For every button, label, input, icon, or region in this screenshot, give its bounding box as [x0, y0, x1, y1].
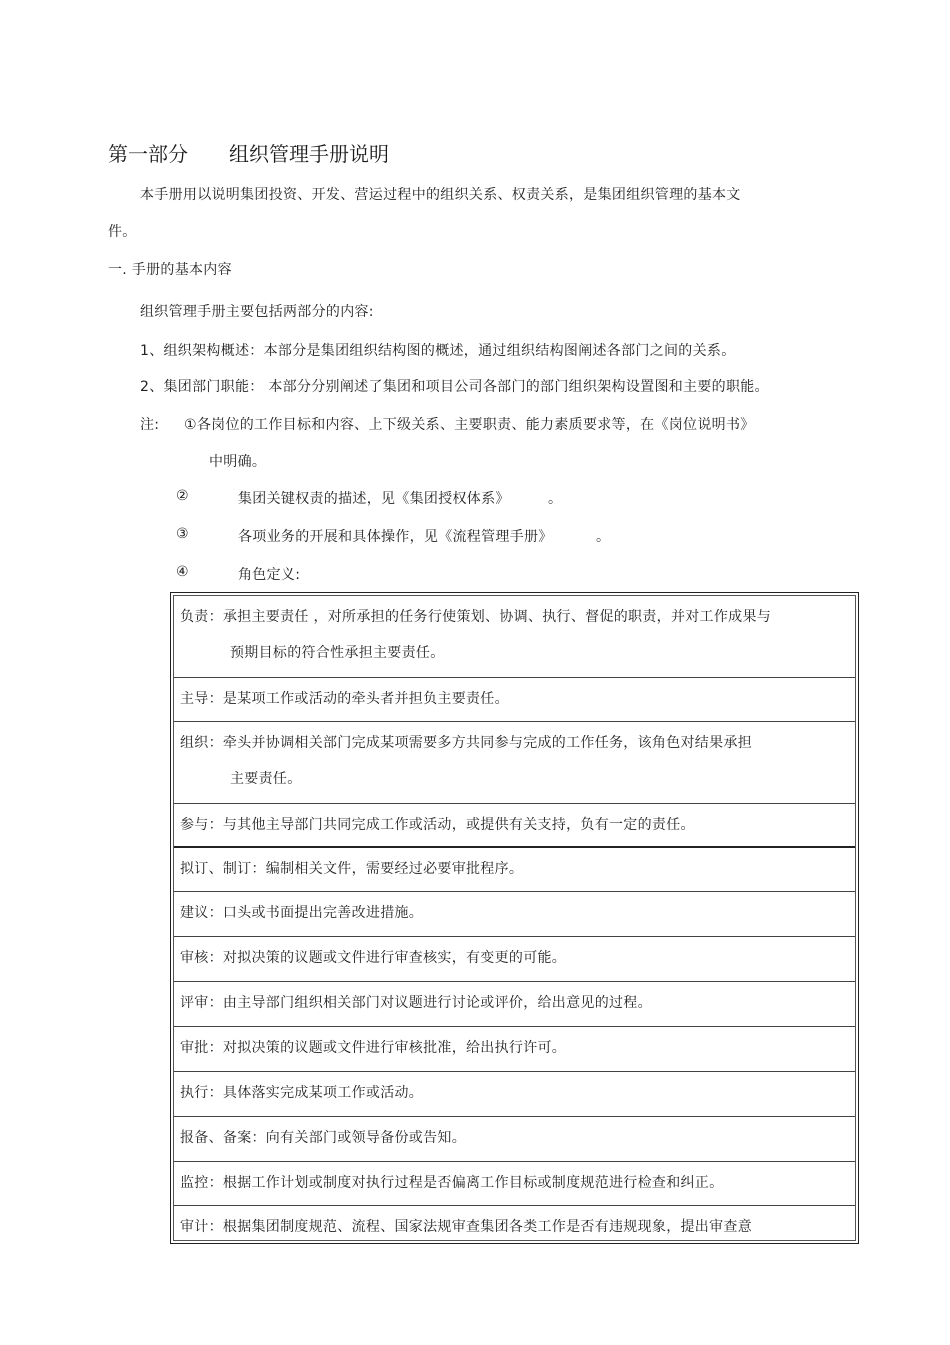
definition-text-continued: 预期目标的符合性承担主要责任。 — [230, 645, 445, 661]
table-row — [174, 678, 855, 722]
table-row — [174, 1117, 855, 1162]
intro-line-1: 本手册用以说明集团投资、开发、营运过程中的组织关系、权责关系，是集团组织管理的基本文 — [140, 187, 741, 203]
definition-text: 执行：具体落实完成某项工作或活动。 — [180, 1085, 424, 1101]
table-row — [174, 982, 855, 1027]
notes-label: 注: — [140, 417, 160, 433]
section-heading: 一. 手册的基本内容 — [108, 262, 232, 278]
role-definition-table — [170, 592, 859, 1244]
table-row — [174, 937, 855, 982]
definition-text: 审批：对拟决策的议题或文件进行审核批准，给出执行许可。 — [180, 1040, 567, 1056]
note-4-marker: ④ — [176, 564, 189, 580]
note-3-marker: ③ — [176, 526, 189, 542]
table-row — [174, 1072, 855, 1117]
page-title: 组织管理手册说明 — [229, 142, 389, 166]
table-row — [174, 804, 855, 848]
note-2-end: 。 — [548, 491, 563, 507]
table-row — [174, 1206, 855, 1244]
note-1-line-2: 中明确。 — [209, 454, 267, 470]
note-1-line-1: ①各岗位的工作目标和内容、上下级关系、主要职责、能力素质要求等，在《岗位说明书》 — [184, 417, 755, 433]
definition-text: 监控：根据工作计划或制度对执行过程是否偏离工作目标或制度规范进行检查和纠正。 — [180, 1175, 724, 1191]
definition-text: 组织：牵头并协调相关部门完成某项需要多方共同参与完成的工作任务，该角色对结果承担 — [180, 735, 752, 751]
table-inner-border — [173, 595, 856, 1241]
content-item-2: 2、集团部门职能： 本部分分别阐述了集团和项目公司各部门的部门组织架构设置图和主要的职能。 — [140, 379, 769, 395]
definition-text: 负责：承担主要责任 ，对所承担的任务行使策划、协调、执行、督促的职责，并对工作成果与 — [180, 609, 772, 625]
definition-text: 参与：与其他主导部门共同完成工作或活动，或提供有关支持，负有一定的责任。 — [180, 817, 695, 833]
table-row — [174, 596, 855, 678]
definition-text: 审计：根据集团制度规范、流程、国家法规审查集团各类工作是否有违规现象，提出审查意 — [180, 1219, 752, 1235]
definition-text: 审核：对拟决策的议题或文件进行审查核实，有变更的可能。 — [180, 950, 567, 966]
definition-text: 拟订、制订：编制相关文件，需要经过必要审批程序。 — [180, 861, 524, 877]
note-3-text: 各项业务的开展和具体操作，见《流程管理手册》 — [238, 529, 553, 545]
definition-text: 评审：由主导部门组织相关部门对议题进行讨论或评价，给出意见的过程。 — [180, 995, 652, 1011]
note-3-end: 。 — [596, 529, 611, 545]
note-2-marker: ② — [176, 488, 189, 504]
table-row — [174, 1162, 855, 1206]
table-row — [174, 722, 855, 804]
definition-text: 报备、备案：向有关部门或领导备份或告知。 — [180, 1130, 466, 1146]
definition-text-continued: 主要责任。 — [230, 771, 302, 787]
definition-text: 主导：是某项工作或活动的牵头者并担负主要责任。 — [180, 691, 509, 707]
note-2-text: 集团关键权责的描述，见《集团授权体系》 — [238, 491, 510, 507]
page-heading-part: 第一部分 — [108, 142, 188, 166]
table-row — [174, 892, 855, 937]
intro-line-2: 件。 — [108, 224, 137, 240]
table-row — [174, 1027, 855, 1072]
definition-text: 建议：口头或书面提出完善改进措施。 — [180, 905, 424, 921]
table-row — [174, 848, 855, 892]
content-item-1: 1、组织架构概述：本部分是集团组织结构图的概述，通过组织结构图阐述各部门之间的关系。 — [140, 343, 736, 359]
note-4-text: 角色定义: — [238, 567, 301, 583]
section-lead: 组织管理手册主要包括两部分的内容: — [140, 304, 374, 320]
